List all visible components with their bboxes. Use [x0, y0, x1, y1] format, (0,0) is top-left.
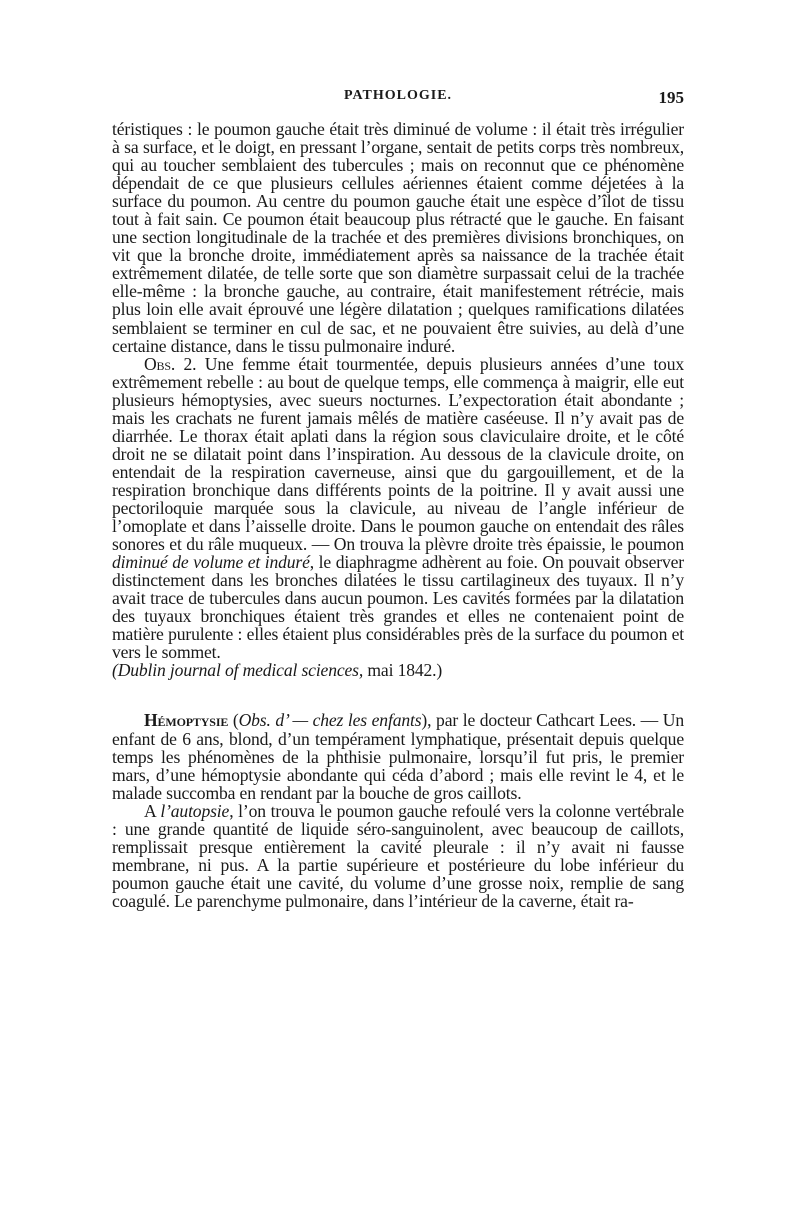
autopsie-prefix: A — [144, 800, 161, 821]
obs2-emphasis: diminué de volume et induré — [112, 552, 310, 573]
citation-date: mai 1842.) — [367, 660, 443, 681]
running-title: PATHOLOGIE. — [343, 88, 453, 103]
obs2-text-a: Une femme était tourmentée, depuis plusieurs années d’une toux extrêmement rebelle : au bout de quelque temps, elle commença à maigrir, elle eut plusieurs hémoptysies, avec sueurs nocturnes. L’expectoration était abondante ; mais les crachats ne furent jamais mêlés de matière caséeuse. Il n’y avait pas de diarrhée. Le thorax était aplati dans la région sous claviculaire droite, et le côté droit ne se dilatait point dans l’inspiration. Au dessous de la clavicule droite, on entendait de la respiration caverneuse, ainsi que du gargouillement, et de la respiration bronchique dans différents points de la poitrine. Il y avait aussi une pectoriloquie marquée sous la clavicule, au niveau de l’angle inférieur de l’omoplate et dans l’aisselle droite. Dans le poumon gauche on entendait des râles sonores et du râle muqueux. — On trouva la plèvre droite très épaissie, le poumon — [112, 353, 684, 555]
hemoptysie-obs-ref: Obs. d’ — chez les enfants — [238, 710, 422, 731]
obs2-text-b: , le diaphragme adhèrent au foie. On pouvait observer distinctement dans les bronches dilatées le tissu cartilagineux des tuyaux. Il n’y avait trace de tubercules dans aucun poumon. Les cavités formées par la dilatation des tuyaux bronchiques étaient très grandes et elles ne contenaient point de matière purulente : elles étaient plus considérables près de la surface du poumon et vers le sommet. — [112, 552, 684, 663]
obs2-citation — [112, 661, 684, 679]
section-gap — [112, 679, 684, 711]
hemoptysie-paren-close: ), — [421, 710, 437, 731]
autopsie-text: , l’on trouva le poumon gauche refoulé vers la colonne vertébrale : une grande quantité de liquide séro-sanguinolent, avec beaucoup de caillots, remplissait presque entièrement la cavité pleurale : il n’y avait ni fausse membrane, ni pus. A la partie supérieure et postérieure du lobe inférieur du poumon gauche était une cavité, du volume d’une grosse noix, remplie de sang coagulé. Le parenchyme pulmonaire, dans l’intérieur de la caverne, était ra- — [112, 800, 684, 911]
obs1-continuation-paragraph — [112, 120, 684, 355]
hemoptysie-heading: Hémoptysie — [144, 710, 229, 731]
hemoptysie-paren-open: ( — [228, 710, 239, 731]
page-number: 195 — [658, 88, 684, 107]
autopsie-emphasis: l’autopsie — [160, 800, 230, 821]
autopsie-paragraph — [112, 802, 684, 910]
obs2-paragraph — [112, 355, 684, 662]
hemoptysie-text: par le docteur Cathcart Lees. — Un enfant de 6 ans, blond, d’un tempérament lymphatique, présentait depuis quelque temps les phénomènes de la phthisie pulmonaire, lorsqu’il fut pris, le premier mars, d’une hémoptysie abondante qui céda d’abord ; mais elle revint le 4, et le malade succomba en rendant par la bouche de gros caillots. — [112, 710, 684, 803]
hemoptysie-paragraph — [112, 711, 684, 801]
page-header — [112, 88, 684, 112]
body-text — [112, 120, 684, 910]
obs2-label: Obs. 2. — [144, 353, 197, 374]
obs1-text: téristiques : le poumon gauche était très diminué de volume : il était très irrégulier à sa surface, et le doigt, en pressant l’organe, sentait de petits corps très nombreux, qui au toucher semblaient des tubercules ; mais on reconnut que ce phénomène dépendait de ce que plusieurs cellules aériennes étaient comme déjetées à la surface du poumon. Au centre du poumon gauche était une espèce d’îlot de tissu tout à fait sain. Ce poumon était beaucoup plus rétracté que le gauche. En faisant une section longitudinale de la trachée et des premières divisions bronchiques, on vit que la bronche droite, immédiatement après sa naissance de la trachée était extrêmement dilatée, de telle sorte que son diamètre surpassait celui de la trachée elle-même : la bronche gauche, au contraire, était manifestement rétrécie, mais plus loin elle avait éprouvé une légère dilatation ; quelques ramifications dilatées semblaient se terminer en cul de sac, et ne pouvaient être suivies, au delà d’une certaine distance, dans le tissu pulmonaire induré. — [112, 119, 684, 356]
citation-source: (Dublin journal of medical sciences, — [112, 660, 364, 681]
